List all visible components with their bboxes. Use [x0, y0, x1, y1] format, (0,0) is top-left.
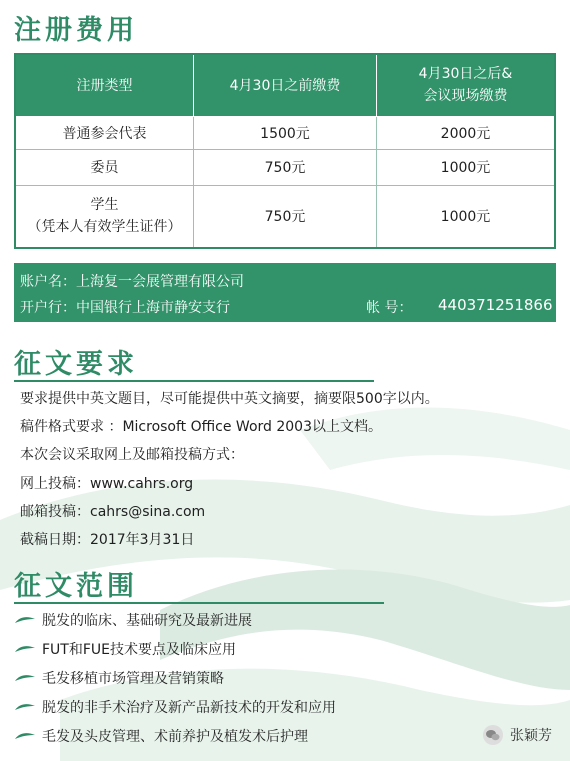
wechat-icon	[482, 724, 504, 746]
cell-early: 750元	[194, 185, 377, 248]
scope-item-label: 毛发及头皮管理、术前养护及植发术后护理	[42, 729, 308, 745]
account-number-label: 帐 号：	[366, 300, 413, 316]
cell-early: 1500元	[194, 116, 377, 149]
swoosh-bullet-icon	[14, 701, 36, 713]
cell-type	[15, 185, 194, 248]
scope-item-label: 毛发移植市场管理及营销策略	[42, 671, 224, 687]
fees-title: 注册费用	[14, 15, 138, 46]
bank-name: 开户行：中国银行上海市静安支行	[20, 300, 230, 316]
author-watermark	[482, 724, 552, 746]
header-late-line1: 4月30日之后&	[418, 66, 513, 83]
swoosh-bullet-icon	[14, 672, 36, 684]
table-row	[15, 185, 555, 248]
cell-late: 1000元	[377, 185, 556, 248]
watermark-text: 张颖芳	[510, 728, 552, 744]
account-number: 440371251866	[438, 296, 553, 314]
account-name: 账户名：上海复一会展管理有限公司	[20, 274, 244, 290]
cell-type: 普通参会代表	[15, 116, 194, 149]
fee-table	[14, 53, 556, 249]
swoosh-bullet-icon	[14, 730, 36, 742]
list-item	[14, 610, 252, 630]
scope-item-label: 脱发的临床、基础研究及最新进展	[42, 613, 252, 629]
cell-type-line1: 学生	[90, 197, 119, 214]
swoosh-bullet-icon	[14, 614, 36, 626]
submission-line-5: 邮箱投稿：cahrs@sina.com	[20, 504, 206, 520]
list-item	[14, 639, 236, 659]
header-type: 注册类型	[15, 54, 194, 116]
cell-late: 1000元	[377, 149, 556, 185]
scope-item-label: 脱发的非手术治疗及新产品新技术的开发和应用	[42, 700, 336, 716]
cell-type: 委员	[15, 149, 194, 185]
submission-line-1: 要求提供中英文题目，尽可能提供中英文摘要，摘要限500字以内。	[20, 391, 439, 407]
cell-late: 2000元	[377, 116, 556, 149]
header-late	[377, 54, 556, 116]
submission-line-4: 网上投稿：www.cahrs.org	[20, 476, 194, 492]
table-row	[15, 116, 555, 149]
header-early: 4月30日之前缴费	[194, 54, 377, 116]
table-row	[15, 149, 555, 185]
scope-title-rule	[14, 602, 384, 604]
swoosh-bullet-icon	[14, 643, 36, 655]
cell-early: 750元	[194, 149, 377, 185]
list-item	[14, 697, 336, 717]
cell-type-line2: （凭本人有效学生证件）	[27, 219, 182, 236]
scope-item-label: FUT和FUE技术要点及临床应用	[42, 642, 236, 658]
header-late-line2: 会议现场缴费	[423, 88, 508, 105]
list-item	[14, 726, 308, 746]
submission-title: 征文要求	[14, 349, 138, 380]
list-item	[14, 668, 224, 688]
submission-line-6: 截稿日期：2017年3月31日	[20, 532, 195, 548]
account-band	[14, 263, 556, 322]
table-header-row	[15, 54, 555, 116]
scope-title: 征文范围	[14, 571, 138, 602]
submission-title-rule	[14, 380, 374, 382]
submission-line-2: 稿件格式要求 ：Microsoft Office Word 2003以上文档。	[20, 419, 382, 435]
submission-line-3: 本次会议采取网上及邮箱投稿方式：	[20, 447, 244, 463]
